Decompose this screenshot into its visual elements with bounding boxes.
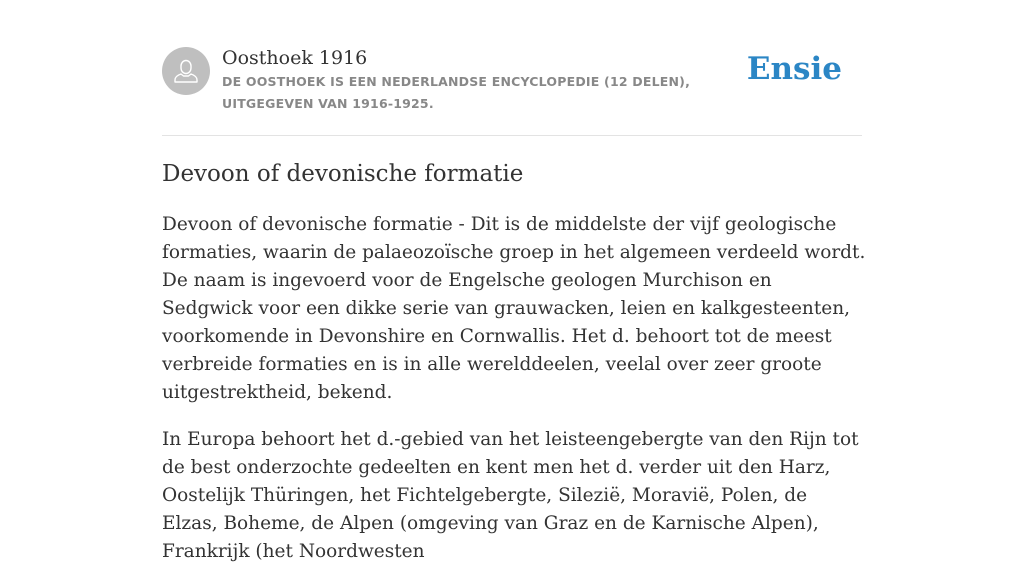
article-paragraph: In Europa behoort het d.-gebied van het leisteengebergte van den Rijn tot de best onderzochte gedeelten en kent men het d. verder uit den Harz, Oostelijk Thüringen, het Fichtelgebergte, Silezië, Moravië, Polen, de Elzas, Boheme, de Alpen (omgeving van Graz en de Karnische Alpen), Frankrijk (het Noordwesten bbox=[162, 429, 859, 562]
user-avatar-icon[interactable] bbox=[162, 47, 210, 95]
ensie-logo-link[interactable]: Ensie bbox=[746, 51, 842, 87]
article-body bbox=[162, 211, 867, 585]
source-title[interactable]: Oosthoek 1916 bbox=[222, 47, 368, 69]
article-paragraph: Devoon of devonische formatie - Dit is de middelste der vijf geologische formaties, waarin de palaeozoïsche groep in het algemeen verdeeld wordt. De naam is ingevoerd voor de Engelsche geologen Murchison en Sedgwick voor een dikke serie van grauwacken, leien en kalkgesteenten, voorkomende in Devonshire en Cornwallis. Het d. behoort tot de meest verbreide formaties en is in alle werelddeelen, veelal over zeer groote uitgestrektheid, bekend. bbox=[162, 214, 866, 403]
article-title: Devoon of devonische formatie bbox=[162, 161, 524, 187]
source-header bbox=[162, 46, 862, 136]
header-divider bbox=[162, 135, 862, 136]
source-description: DE OOSTHOEK IS EEN NEDERLANDSE ENCYCLOPEDIE (12 DELEN), UITGEGEVEN VAN 1916-1925. bbox=[222, 74, 691, 111]
